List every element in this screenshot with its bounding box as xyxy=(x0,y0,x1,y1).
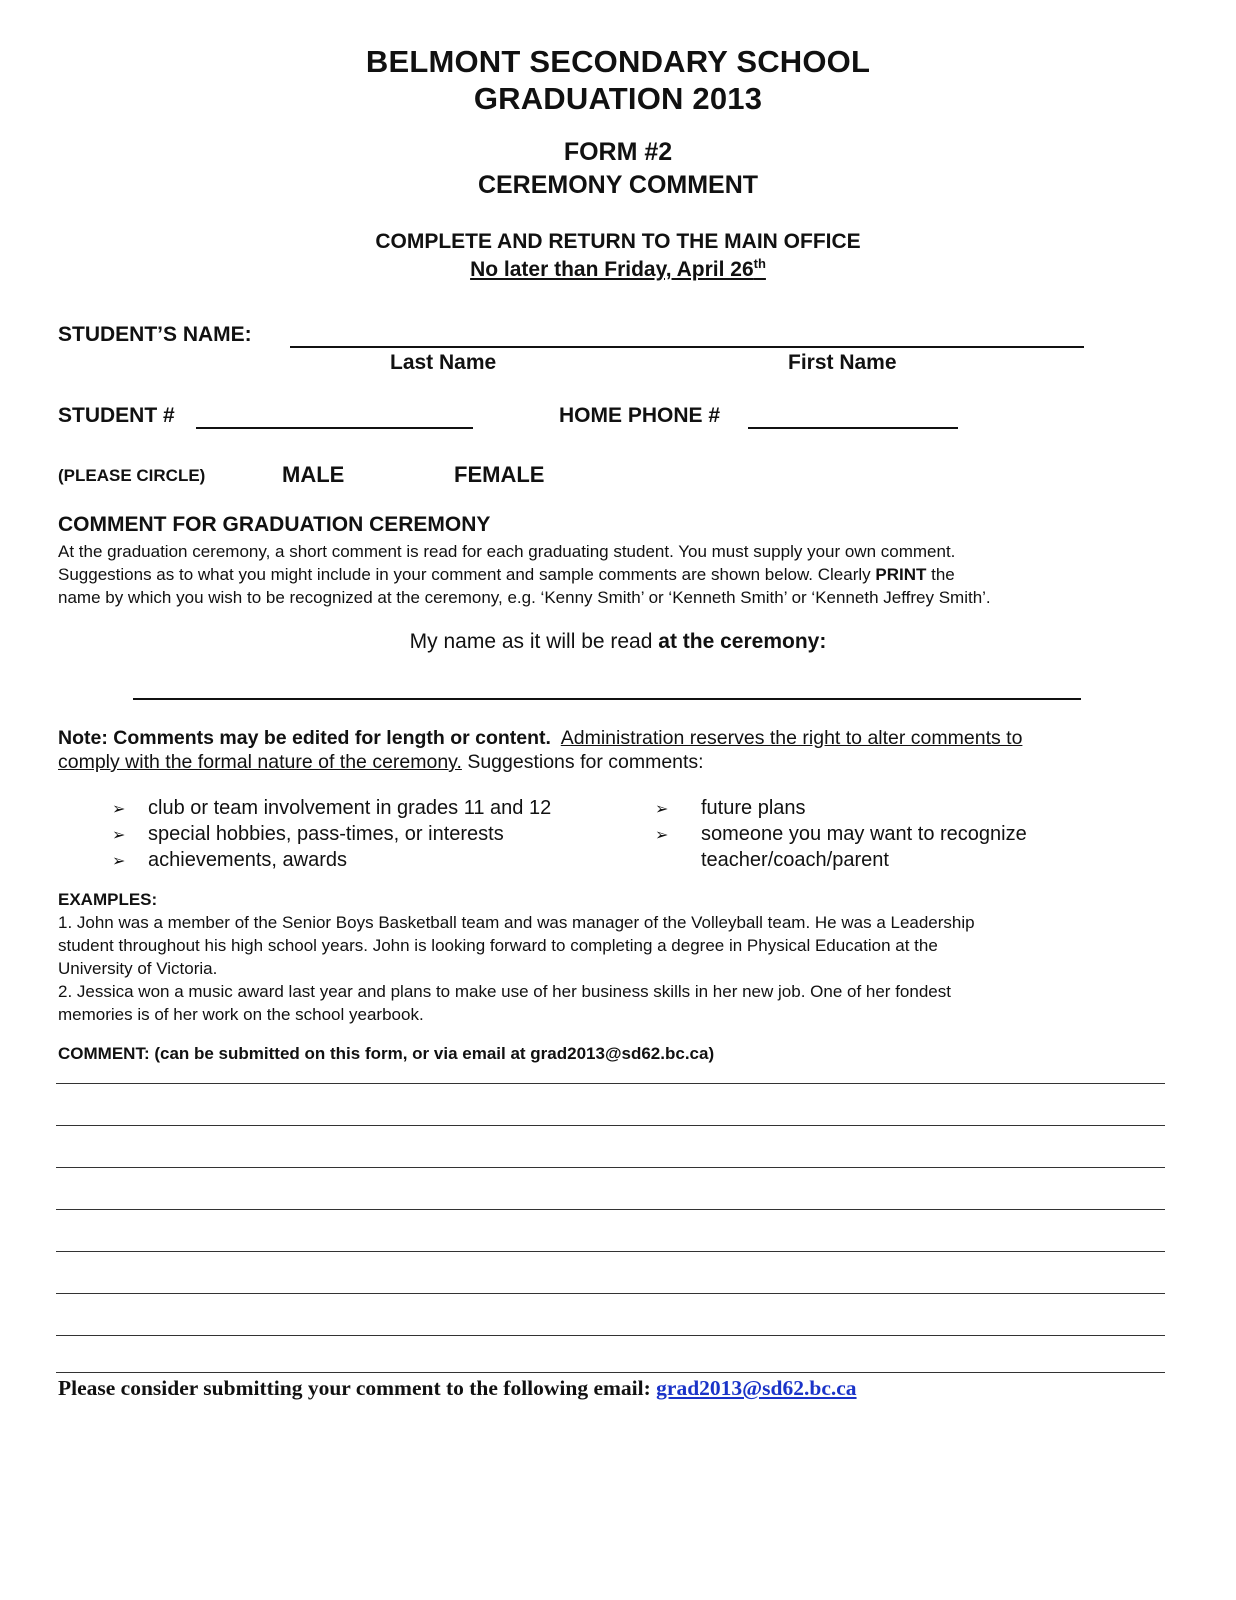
print-emphasis: PRINT xyxy=(875,565,927,584)
example-line: 1. John was a member of the Senior Boys Basketball team and was manager of the Volleyball team. He was a Leadership xyxy=(58,913,975,932)
comment-line[interactable] xyxy=(56,1293,1165,1294)
note-paragraph xyxy=(58,726,1188,774)
list-item xyxy=(112,848,551,874)
suggestion-text: special hobbies, pass-times, or interests xyxy=(148,823,504,845)
arrow-bullet-icon: ➢ xyxy=(112,827,126,844)
example-line: 2. Jessica won a music award last year and plans to make use of her business skills in her new job. One of her fondest xyxy=(58,982,951,1001)
comment-label: COMMENT: (can be submitted on this form, or via email at grad2013@sd62.bc.ca) xyxy=(58,1044,715,1063)
list-item xyxy=(655,796,1027,822)
arrow-bullet-icon: ➢ xyxy=(655,801,669,818)
comment-line[interactable] xyxy=(56,1372,1165,1373)
first-name-label: First Name xyxy=(788,351,897,374)
list-item xyxy=(112,822,551,848)
suggestions-right xyxy=(655,796,1027,873)
intro-line-2 xyxy=(58,563,1188,586)
deadline xyxy=(0,256,1236,282)
return-instruction: COMPLETE AND RETURN TO THE MAIN OFFICE xyxy=(375,230,861,253)
home-phone-label: HOME PHONE # xyxy=(559,404,721,427)
intro-line-3: name by which you wish to be recognized at the ceremony, e.g. ‘Kenny Smith’ or ‘Kenneth Smith’ or ‘Kenneth Jeffrey Smith’. xyxy=(58,588,991,607)
school-name: BELMONT SECONDARY SCHOOL xyxy=(365,44,871,79)
name-prompt-bold: at the ceremony: xyxy=(658,630,827,653)
student-name-field[interactable] xyxy=(290,346,1084,348)
note-underlined-1: Administration reserves the right to alter comments to xyxy=(560,727,1023,749)
comment-section-heading: COMMENT FOR GRADUATION CEREMONY xyxy=(58,513,491,536)
student-name-label: STUDENT’S NAME: xyxy=(58,323,252,346)
graduation-title: GRADUATION 2013 xyxy=(473,81,763,116)
deadline-text: No later than Friday, April 26 xyxy=(470,258,754,281)
example-line: memories is of her work on the school yearbook. xyxy=(58,1005,424,1024)
student-number-field[interactable] xyxy=(196,427,473,429)
comment-line[interactable] xyxy=(56,1125,1165,1126)
male-option[interactable]: MALE xyxy=(282,462,345,487)
example-line: student throughout his high school years. John is looking forward to completing a degree in Physical Education at the xyxy=(58,936,938,955)
suggestion-text: club or team involvement in grades 11 and 12 xyxy=(148,797,552,819)
footer-text: Please consider submitting your comment to the following email: xyxy=(58,1376,657,1400)
arrow-bullet-icon: ➢ xyxy=(112,801,126,818)
deadline-suffix: th xyxy=(753,256,766,271)
note-tail: Suggestions for comments: xyxy=(461,751,704,773)
form-title: CEREMONY COMMENT xyxy=(477,171,759,199)
list-item xyxy=(112,796,551,822)
female-option[interactable]: FEMALE xyxy=(454,462,545,487)
last-name-label: Last Name xyxy=(390,351,497,374)
intro-line-2-text: Suggestions as to what you might include in your comment and sample comments are shown below. Clearly xyxy=(58,565,871,584)
examples-heading: EXAMPLES: xyxy=(58,890,158,909)
home-phone-field[interactable] xyxy=(748,427,958,429)
arrow-bullet-icon: ➢ xyxy=(112,853,126,870)
suggestion-text: someone you may want to recognize xyxy=(701,823,1027,845)
ceremony-name-field[interactable] xyxy=(133,698,1081,700)
intro-line-2-tail: the xyxy=(926,565,955,584)
suggestion-text: future plans xyxy=(701,797,806,819)
suggestion-text: achievements, awards xyxy=(148,849,347,871)
comment-line[interactable] xyxy=(56,1209,1165,1210)
arrow-bullet-icon: ➢ xyxy=(655,827,669,844)
examples-body xyxy=(58,911,1198,1026)
comment-line[interactable] xyxy=(56,1335,1165,1336)
intro-line-1: At the graduation ceremony, a short comment is read for each graduating student. You must supply your own comment. xyxy=(58,542,956,561)
name-prompt-text: My name as it will be read xyxy=(409,630,659,653)
note-underlined-2: comply with the formal nature of the ceremony. xyxy=(58,751,462,773)
please-circle-label: (PLEASE CIRCLE) xyxy=(58,466,206,485)
note-bold: Note: Comments may be edited for length or content. xyxy=(58,727,551,749)
name-prompt xyxy=(0,630,1236,654)
suggestion-text: teacher/coach/parent xyxy=(701,849,889,871)
comment-line[interactable] xyxy=(56,1251,1165,1252)
comment-line[interactable] xyxy=(56,1083,1165,1084)
list-item xyxy=(655,848,1027,873)
comment-intro xyxy=(58,540,1188,609)
form-number: FORM #2 xyxy=(563,138,673,166)
student-number-label: STUDENT # xyxy=(58,404,175,427)
comment-line[interactable] xyxy=(56,1167,1165,1168)
footer-note xyxy=(58,1376,857,1401)
list-item xyxy=(655,822,1027,848)
suggestions-left xyxy=(112,796,551,874)
footer-email-link[interactable]: grad2013@sd62.bc.ca xyxy=(656,1376,857,1400)
example-line: University of Victoria. xyxy=(58,959,218,978)
